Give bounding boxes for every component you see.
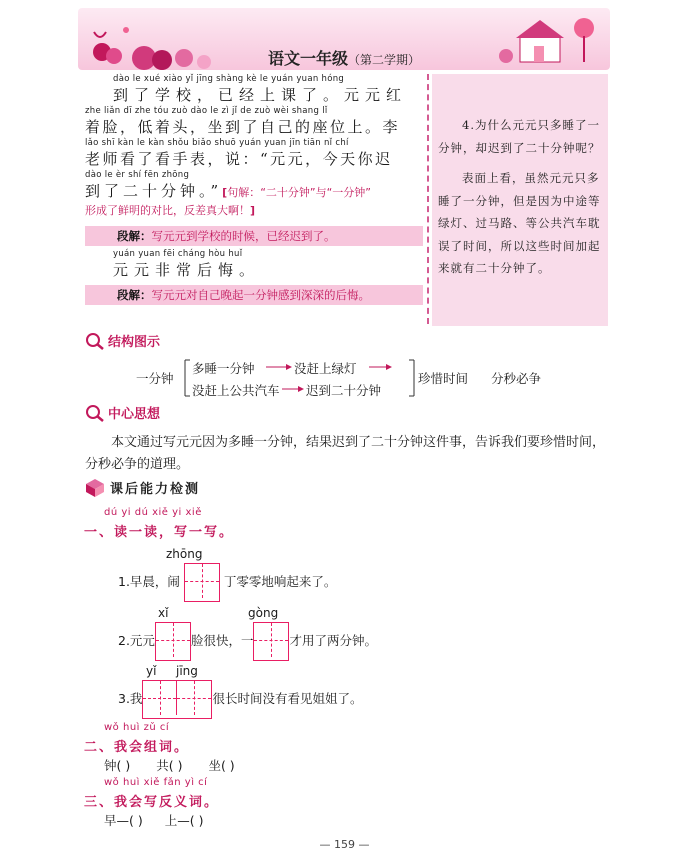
- text-line: 到了二十分钟。”: [85, 182, 223, 200]
- writing-grid[interactable]: [142, 680, 212, 719]
- question-text: 3.我: [118, 691, 143, 706]
- page-header: [78, 8, 610, 70]
- sidebar-question: 4.为什么元元只多睡了一分钟，却迟到了二十分钟呢？: [438, 118, 601, 155]
- pinyin-line: dào le xué xiào yǐ jīng shàng kè le yuán yuan hóng: [113, 74, 345, 84]
- structure-node: 没赶上公共汽车: [192, 383, 280, 398]
- question-3: [118, 680, 362, 719]
- writing-grid[interactable]: [184, 563, 220, 602]
- structure-root: 一分钟: [136, 371, 174, 386]
- structure-conclusion: 分秒必争: [491, 371, 542, 386]
- writing-grid[interactable]: [253, 622, 289, 661]
- duan-label: 段解：: [117, 229, 152, 243]
- paragraph-note: [85, 226, 423, 246]
- heading-text: 课后能力检测: [110, 481, 201, 497]
- question-1: [118, 563, 336, 602]
- pinyin-line: yuán yuan fēi cháng hòu huǐ: [113, 249, 243, 259]
- pinyin-label: jīng: [176, 664, 198, 678]
- antonym-row: [104, 811, 203, 829]
- sentence-note: [句解：“二十分钟”与“一分钟”: [222, 186, 371, 199]
- text-line: 着脸，低着头，坐到了自己的座位上。李: [85, 118, 401, 136]
- question-text: 2.元元: [118, 633, 155, 648]
- note-text: 形成了鲜明的对比，反差真大啊！: [85, 204, 250, 217]
- passage-column: [85, 74, 423, 305]
- sentence-note-cont: 形成了鲜明的对比，反差真大啊！]: [85, 204, 256, 217]
- pinyin-label: yǐ: [146, 664, 157, 678]
- question-text: 丁零零地响起来了。: [223, 574, 337, 589]
- pinyin-line: zhe liǎn dī zhe tóu zuò dào le zì jǐ de zuò wèi shang lǐ: [85, 106, 328, 116]
- text-line: 到了学校，已经上课了。元元红: [113, 86, 408, 104]
- pinyin-line: dào le èr shí fēn zhōng: [85, 170, 190, 180]
- exercise-heading: [84, 476, 200, 498]
- magnifier-icon: [84, 332, 106, 350]
- pinyin-label: wǒ huì zǔ cí: [104, 722, 170, 733]
- question-text: 脸很快，一: [190, 633, 254, 648]
- part3-title: 三、我会写反义词。: [84, 795, 220, 810]
- writing-grid[interactable]: [155, 622, 191, 661]
- column-divider: [427, 74, 429, 324]
- compose-item[interactable]: 钟( ): [104, 758, 131, 773]
- center-idea-text: [85, 432, 605, 476]
- duan-text: 写元元对自己晚起一分钟感到深深的后悔。: [151, 288, 370, 302]
- part2-title: 二、我会组词。: [84, 740, 190, 755]
- subtitle-text: （第二学期）: [348, 53, 421, 67]
- note-text: 句解：“二十分钟”与“一分钟”: [227, 186, 371, 199]
- title-text: 语文一年级: [267, 49, 348, 68]
- pinyin-label: gòng: [248, 606, 279, 620]
- magnifier-icon: [84, 404, 106, 422]
- paragraph-note: [85, 285, 423, 305]
- text-line-with-note: [85, 181, 423, 202]
- compose-words-row: [104, 756, 235, 774]
- structure-node: 没赶上绿灯: [294, 361, 357, 376]
- book-icon: [84, 476, 106, 498]
- structure-conclusion: 珍惜时间: [418, 371, 469, 386]
- question-sidebar: [432, 74, 608, 326]
- structure-node: 迟到二十分钟: [306, 383, 382, 398]
- structure-heading: [84, 331, 160, 350]
- pinyin-label: zhōng: [166, 547, 203, 561]
- heading-text: 中心思想: [108, 407, 161, 422]
- compose-item[interactable]: 坐( ): [208, 758, 235, 773]
- page-title: [78, 46, 610, 69]
- heading-text: 结构图示: [108, 335, 161, 350]
- question-text: 1.早晨，闹: [118, 574, 180, 589]
- structure-node: 多睡一分钟: [192, 361, 255, 376]
- center-paragraph: 本文通过写元元因为多睡一分钟，结果迟到了二十分钟这件事，告诉我们要珍惜时间，分秒必争的道理。: [85, 435, 606, 472]
- antonym-item[interactable]: 早—( ): [104, 813, 143, 828]
- compose-item[interactable]: 共( ): [156, 758, 183, 773]
- pinyin-label: xǐ: [158, 606, 169, 620]
- question-2: [118, 622, 377, 661]
- antonym-item[interactable]: 上—( ): [164, 813, 204, 828]
- pinyin-label: dú yi dú xiě yi xiě: [104, 507, 202, 518]
- question-text: 很长时间没有看见姐姐了。: [212, 691, 363, 706]
- center-idea-heading: [84, 403, 160, 422]
- duan-label: 段解：: [117, 288, 152, 302]
- part1-title: 一、读一读，写一写。: [84, 525, 235, 540]
- page-number: — 159 —: [319, 838, 370, 851]
- duan-text: 写元元到学校的时候，已经迟到了。: [151, 229, 336, 243]
- pinyin-line: lǎo shī kàn le kàn shǒu biǎo shuō yuán yuan jīn tiān nǐ chí: [85, 138, 349, 148]
- question-text: 才用了两分钟。: [289, 633, 377, 648]
- text-line: 老师看了看手表，说：“元元，今天你迟: [85, 150, 393, 168]
- text-line: 元元非常后悔。: [113, 261, 261, 279]
- sidebar-answer: 表面上看，虽然元元只多睡了一分钟，但是因为中途等绿灯、过马路、等公共汽车耽误了时间，所以这些时间加起来就有二十分钟了。: [438, 171, 601, 275]
- pinyin-label: wǒ huì xiě fǎn yì cí: [104, 777, 208, 788]
